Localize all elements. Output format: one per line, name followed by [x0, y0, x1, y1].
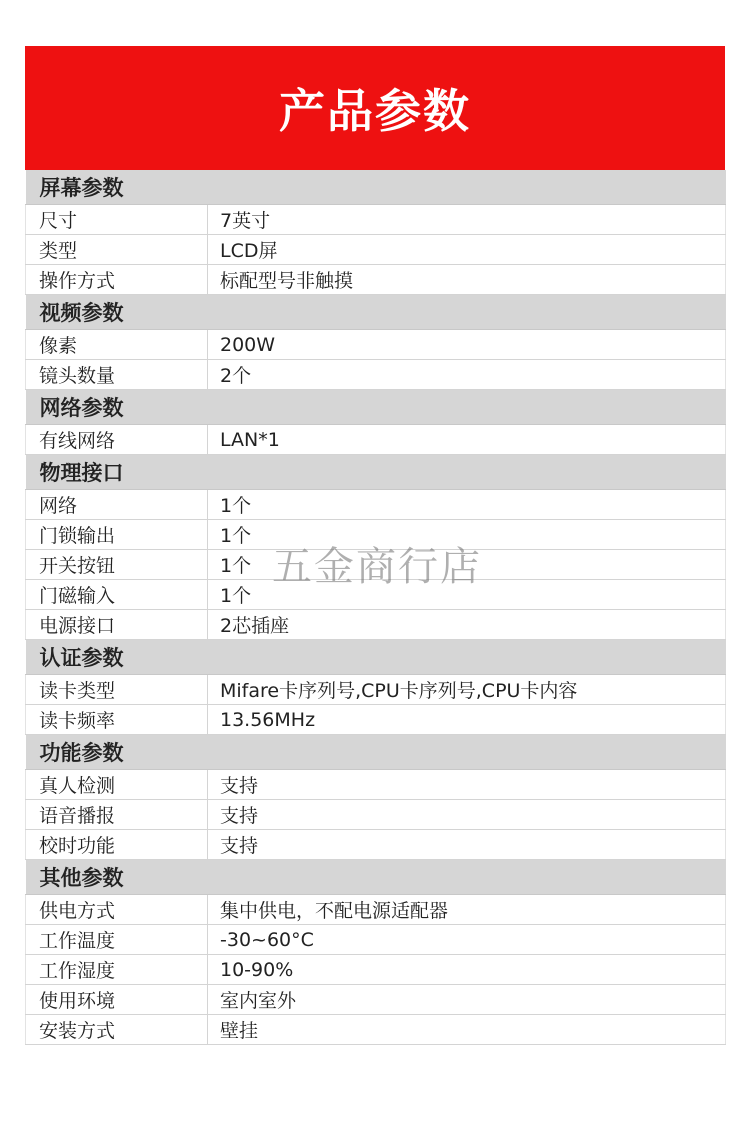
spec-value: LCD屏	[208, 235, 726, 265]
spec-row	[26, 360, 726, 390]
spec-value: 集中供电，不配电源适配器	[208, 895, 726, 925]
spec-value: 支持	[208, 830, 726, 860]
spec-label: 工作湿度	[26, 955, 208, 985]
spec-value: 1个	[208, 550, 726, 580]
section-header	[26, 735, 726, 770]
section-title: 网络参数	[26, 390, 726, 425]
spec-label: 读卡类型	[26, 675, 208, 705]
spec-row	[26, 770, 726, 800]
spec-row	[26, 490, 726, 520]
spec-label: 工作温度	[26, 925, 208, 955]
section-title: 屏幕参数	[26, 170, 726, 205]
spec-row	[26, 985, 726, 1015]
spec-value: 1个	[208, 490, 726, 520]
spec-row	[26, 610, 726, 640]
spec-row	[26, 425, 726, 455]
spec-label: 安装方式	[26, 1015, 208, 1045]
page-title: 产品参数	[25, 46, 725, 170]
spec-label: 电源接口	[26, 610, 208, 640]
spec-value: 7英寸	[208, 205, 726, 235]
spec-value: 壁挂	[208, 1015, 726, 1045]
section-header	[26, 295, 726, 330]
spec-value: 支持	[208, 770, 726, 800]
spec-row	[26, 205, 726, 235]
spec-label: 语音播报	[26, 800, 208, 830]
spec-label: 像素	[26, 330, 208, 360]
spec-label: 真人检测	[26, 770, 208, 800]
section-title: 其他参数	[26, 860, 726, 895]
spec-row	[26, 895, 726, 925]
spec-label: 操作方式	[26, 265, 208, 295]
spec-row	[26, 955, 726, 985]
spec-value: -30~60°C	[208, 925, 726, 955]
section-title: 功能参数	[26, 735, 726, 770]
spec-row	[26, 830, 726, 860]
spec-row	[26, 235, 726, 265]
spec-label: 供电方式	[26, 895, 208, 925]
section-title: 物理接口	[26, 455, 726, 490]
section-header	[26, 860, 726, 895]
spec-value: 1个	[208, 520, 726, 550]
spec-label: 使用环境	[26, 985, 208, 1015]
spec-row	[26, 265, 726, 295]
spec-value: 13.56MHz	[208, 705, 726, 735]
spec-label: 门锁输出	[26, 520, 208, 550]
section-header	[26, 455, 726, 490]
section-title: 认证参数	[26, 640, 726, 675]
spec-value: 2个	[208, 360, 726, 390]
spec-label: 尺寸	[26, 205, 208, 235]
spec-row	[26, 675, 726, 705]
spec-value: 2芯插座	[208, 610, 726, 640]
spec-value: Mifare卡序列号,CPU卡序列号,CPU卡内容	[208, 675, 726, 705]
spec-row	[26, 1015, 726, 1045]
spec-label: 开关按钮	[26, 550, 208, 580]
spec-row	[26, 925, 726, 955]
section-title: 视频参数	[26, 295, 726, 330]
spec-label: 类型	[26, 235, 208, 265]
spec-value: 室内室外	[208, 985, 726, 1015]
spec-value: 支持	[208, 800, 726, 830]
spec-label: 网络	[26, 490, 208, 520]
spec-label: 镜头数量	[26, 360, 208, 390]
spec-value: LAN*1	[208, 425, 726, 455]
section-header	[26, 640, 726, 675]
spec-value: 1个	[208, 580, 726, 610]
spec-row	[26, 705, 726, 735]
spec-value: 标配型号非触摸	[208, 265, 726, 295]
spec-label: 门磁输入	[26, 580, 208, 610]
section-header	[26, 170, 726, 205]
spec-label: 有线网络	[26, 425, 208, 455]
spec-label: 校时功能	[26, 830, 208, 860]
spec-value: 10-90%	[208, 955, 726, 985]
spec-row	[26, 800, 726, 830]
spec-label: 读卡频率	[26, 705, 208, 735]
watermark-text: 五金商行店	[272, 544, 482, 590]
spec-value: 200W	[208, 330, 726, 360]
spec-table	[25, 170, 726, 1045]
section-header	[26, 390, 726, 425]
spec-row	[26, 330, 726, 360]
